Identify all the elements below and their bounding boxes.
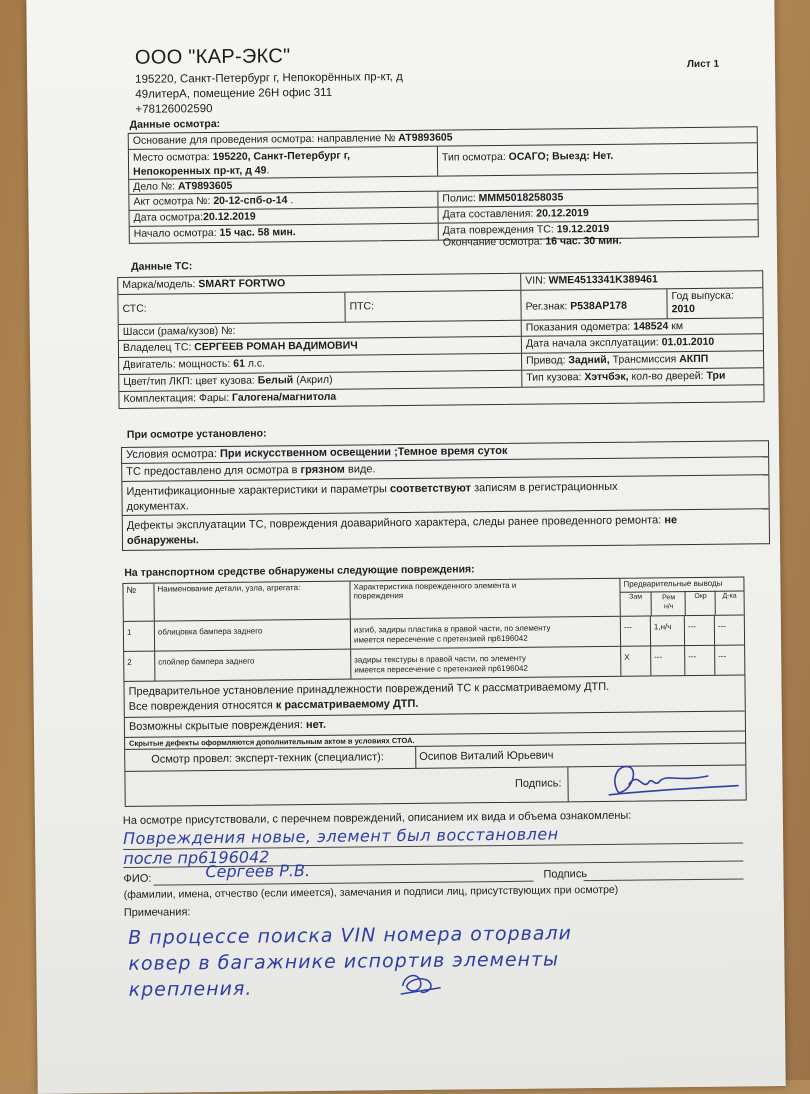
attendees-intro: На осмотре присутствовали, с перечнем повреждений, описанием их вида и объема ознакомлены: bbox=[122, 809, 632, 827]
vehicle-section-title: Данные ТС: bbox=[131, 260, 193, 273]
address-line-2: 49литерА, помещение 26Н офис 311 bbox=[135, 86, 333, 101]
col-rem-1: Рем bbox=[662, 594, 676, 602]
presented-text: ТС предоставлено для осмотра в bbox=[126, 464, 298, 478]
established-table bbox=[121, 440, 770, 551]
company-phone: +78126002590 bbox=[135, 103, 213, 116]
col-char-2: повреждения bbox=[353, 591, 404, 601]
trans-value: АКПП bbox=[679, 352, 709, 366]
equip-value: Галогена/магнитола bbox=[231, 390, 337, 404]
expert-name: Осипов Виталий Юрьевич bbox=[415, 743, 745, 767]
col-prelim: Предварительные выводы bbox=[620, 577, 743, 592]
odometer-unit: км bbox=[671, 320, 684, 333]
damage-okr: --- bbox=[684, 646, 714, 675]
place-value-2: Непокоренных пр-кт, д 49 bbox=[133, 164, 267, 178]
pts-label: ПТС: bbox=[344, 291, 520, 322]
damage-desc-1: задиры текстуры в правой части, по элементу bbox=[354, 653, 527, 665]
hidden-note: Скрытые дефекты оформляются дополнительным актом в условиях СТОА. bbox=[125, 731, 745, 749]
reg-value: Р538АР178 bbox=[570, 299, 627, 313]
place-label: Место осмотра: bbox=[132, 151, 210, 164]
col-zam: Зам bbox=[629, 593, 643, 601]
remarks-label: Примечания: bbox=[123, 906, 191, 919]
presented-state: грязном bbox=[300, 463, 345, 477]
case-value: АТ9893605 bbox=[177, 179, 233, 193]
color-type: (Акрил) bbox=[296, 373, 333, 387]
act-value: 20-12-спб-о-14 bbox=[213, 194, 288, 207]
doors-value: Три bbox=[706, 369, 726, 382]
act-row: Акт осмотра №: 20-12-спб-о-14 . Полис: МММ5018258035 bbox=[129, 188, 757, 211]
ident-documents: документах. bbox=[126, 500, 189, 513]
damage-zam: --- bbox=[620, 616, 650, 645]
address-line-1: 195220, Санкт-Петербург г, Непокорённых пр-кт, д bbox=[135, 71, 403, 86]
damage-part: облицовка бампера заднего bbox=[154, 620, 350, 651]
drive-value: Задний, bbox=[568, 353, 610, 367]
damage-date-label: Дата повреждения ТС: bbox=[442, 223, 554, 237]
damage-desc-2: имеется пересечение с претензией пр6196042 bbox=[354, 663, 528, 675]
all-damages-text: Все повреждения относятся bbox=[128, 699, 273, 713]
ident-suffix: записям в регистрационных bbox=[474, 480, 618, 495]
expert-signature bbox=[567, 765, 745, 801]
date-label: Дата осмотра: bbox=[133, 211, 204, 224]
damage-no: 2 bbox=[127, 657, 132, 667]
vin-value: WME4513341K389461 bbox=[548, 273, 658, 287]
doors-label: кол-во дверей: bbox=[631, 369, 704, 383]
damage-zam: Х bbox=[620, 646, 650, 675]
inspection-section-title: Данные осмотра: bbox=[129, 117, 221, 131]
owner-label: Владелец ТС: bbox=[122, 341, 192, 354]
year-label: Год выпуска: bbox=[671, 289, 734, 303]
compile-label: Дата составления: bbox=[442, 207, 534, 221]
odometer-value: 148524 bbox=[633, 320, 669, 333]
damages-table bbox=[122, 576, 746, 807]
damage-desc-1: изгиб, задиры пластика в правой части, по элементу bbox=[353, 623, 551, 635]
conditions-label: Условия осмотра: bbox=[126, 447, 217, 461]
attendees-handwritten-2: после пр6196042 bbox=[123, 847, 270, 868]
color-label: Цвет/тип ЛКП: цвет кузова: bbox=[123, 374, 255, 388]
vehicle-table bbox=[117, 270, 764, 409]
body-value: Хэтчбэк, bbox=[584, 370, 629, 384]
remark-line-3: крепления. bbox=[128, 977, 253, 1001]
damage-no: 1 bbox=[126, 627, 132, 637]
start-value: 15 час. 58 мин. bbox=[219, 226, 296, 239]
damage-part: спойлер бампера заднего bbox=[154, 650, 350, 681]
case-label: Дело №: bbox=[133, 180, 176, 193]
start-use-label: Дата начала эксплуатации: bbox=[525, 336, 659, 350]
attendee-sign-line bbox=[584, 878, 744, 881]
initials-signature-icon bbox=[396, 966, 446, 1001]
signature-icon bbox=[588, 759, 758, 801]
expert-sign-row bbox=[125, 765, 745, 805]
defects-text: Дефекты эксплуатации ТС, повреждения доаварийного характера, следы ранее проведенного ремонта: bbox=[126, 514, 662, 532]
type-value: ОСАГО; Выезд: Нет. bbox=[508, 149, 614, 163]
engine-label: Двигатель: мощность: bbox=[123, 357, 231, 371]
damages-section-title: На транспортном средстве обнаружены следующие повреждения: bbox=[124, 563, 475, 579]
basis-value: АТ9893605 bbox=[398, 131, 453, 145]
company-name: ООО "КАР-ЭКС" bbox=[134, 45, 291, 69]
reg-label: Рег.знак: bbox=[525, 300, 568, 313]
fio-handwritten: Сергеев Р.В. bbox=[205, 861, 311, 882]
damage-rem: 1,н/ч bbox=[650, 616, 684, 645]
remark-line-2: ковер в багажнике испортив элементы bbox=[128, 948, 560, 975]
damage-dka: --- bbox=[714, 645, 744, 674]
act-label: Акт осмотра №: bbox=[133, 195, 211, 208]
compile-value: 20.12.2019 bbox=[536, 207, 589, 220]
defects-not: не bbox=[664, 514, 678, 527]
col-no: № bbox=[126, 584, 137, 595]
hidden-value: нет. bbox=[305, 718, 327, 732]
odometer-label: Показания одометра: bbox=[525, 320, 631, 334]
end-value: 16 час. 30 мин. bbox=[545, 234, 622, 248]
fio-label: ФИО: bbox=[123, 872, 152, 885]
expert-sign-label: Подпись: bbox=[514, 777, 562, 790]
attendees-note: (фамилии, имена, отчество (если имеется), замечания и подписи лиц, присутствующих при осмотре) bbox=[123, 883, 619, 901]
conditions-value: При искусственном освещении ;Темное время суток bbox=[219, 444, 508, 460]
damage-desc-2: имеется пересечение с претензией пр6196042 bbox=[353, 633, 528, 645]
trans-label: Трансмиссия bbox=[612, 353, 677, 366]
inspection-act-sheet bbox=[26, 0, 785, 1094]
sts-label: СТС: bbox=[122, 302, 147, 315]
remark-line-1: В процессе поиска VIN номера оторвали bbox=[128, 922, 573, 949]
equip-label: Комплектация: Фары: bbox=[123, 391, 230, 405]
col-part: Наименование детали, узла, агрегата: bbox=[153, 582, 349, 621]
vin-label: VIN: bbox=[525, 274, 546, 287]
company-address bbox=[135, 69, 455, 117]
date-value: 20.12.2019 bbox=[203, 210, 256, 224]
place-row: Место осмотра: 195220, Санкт-Петербург г, Непокоренных пр-кт, д 49. Тип осмотра: ОСАГО; Выезд: Нет. bbox=[129, 143, 757, 180]
start-label: Начало осмотра: bbox=[133, 226, 217, 240]
damage-date-value: 19.12.2019 bbox=[556, 222, 610, 236]
chassis-label: Шасси (рама/кузов) №: bbox=[122, 324, 236, 338]
sheet-number: Лист 1 bbox=[686, 58, 720, 71]
defects-row bbox=[123, 509, 769, 550]
col-dka: Д-ка bbox=[715, 590, 744, 614]
drive-label: Привод: bbox=[526, 354, 566, 367]
damages-header-row bbox=[123, 577, 743, 621]
damage-rem: --- bbox=[650, 646, 684, 675]
engine-unit: л.с. bbox=[247, 357, 266, 370]
damage-okr: --- bbox=[684, 616, 714, 645]
expert-label: Осмотр провел: эксперт-техник (специалист): bbox=[151, 751, 384, 766]
start-use-value: 01.01.2010 bbox=[661, 335, 715, 349]
policy-label: Полис: bbox=[442, 192, 476, 205]
presented-suffix: виде. bbox=[347, 463, 376, 476]
damage-dka: --- bbox=[714, 615, 744, 644]
type-label: Тип осмотра: bbox=[441, 150, 506, 164]
place-value-1: 195220, Санкт-Петербург г, bbox=[212, 149, 351, 164]
color-value: Белый bbox=[257, 374, 294, 387]
col-char-1: Характеристика поврежденного элемента и bbox=[353, 580, 517, 592]
model-value: SMART FORTWO bbox=[198, 277, 286, 291]
end-label: Окончание осмотра: bbox=[442, 235, 543, 249]
col-rem-2: н/ч bbox=[663, 603, 674, 611]
attendee-sign-label: Подпись bbox=[543, 868, 588, 881]
owner-value: СЕРГЕЕВ РОМАН ВАДИМОВИЧ bbox=[194, 339, 358, 354]
basis-label: Основание для проведения осмотра: направление № bbox=[132, 132, 396, 147]
prelim-text: Предварительное установление принадлежности повреждений ТС к рассматриваемому ДТП. bbox=[128, 680, 610, 698]
col-okr: Окр bbox=[685, 591, 716, 615]
all-damages-value: к рассматриваемому ДТП. bbox=[275, 697, 419, 712]
ident-text: Идентификационные характеристики и параметры bbox=[126, 483, 387, 498]
defects-found: обнаружены. bbox=[126, 534, 200, 547]
established-section-title: При осмотре установлено: bbox=[126, 427, 267, 441]
attendees-handwritten-1: Повреждения новые, элемент был восстановлен bbox=[122, 824, 559, 848]
policy-value: МММ5018258035 bbox=[478, 191, 564, 205]
inspection-table bbox=[128, 126, 759, 249]
ident-state: соответствуют bbox=[389, 482, 472, 496]
body-label: Тип кузова: bbox=[526, 371, 582, 384]
model-label: Марка/модель: bbox=[122, 278, 196, 291]
hidden-label: Возможны скрытые повреждения: bbox=[128, 719, 303, 733]
year-value: 2010 bbox=[671, 302, 695, 316]
engine-value: 61 bbox=[233, 357, 245, 370]
